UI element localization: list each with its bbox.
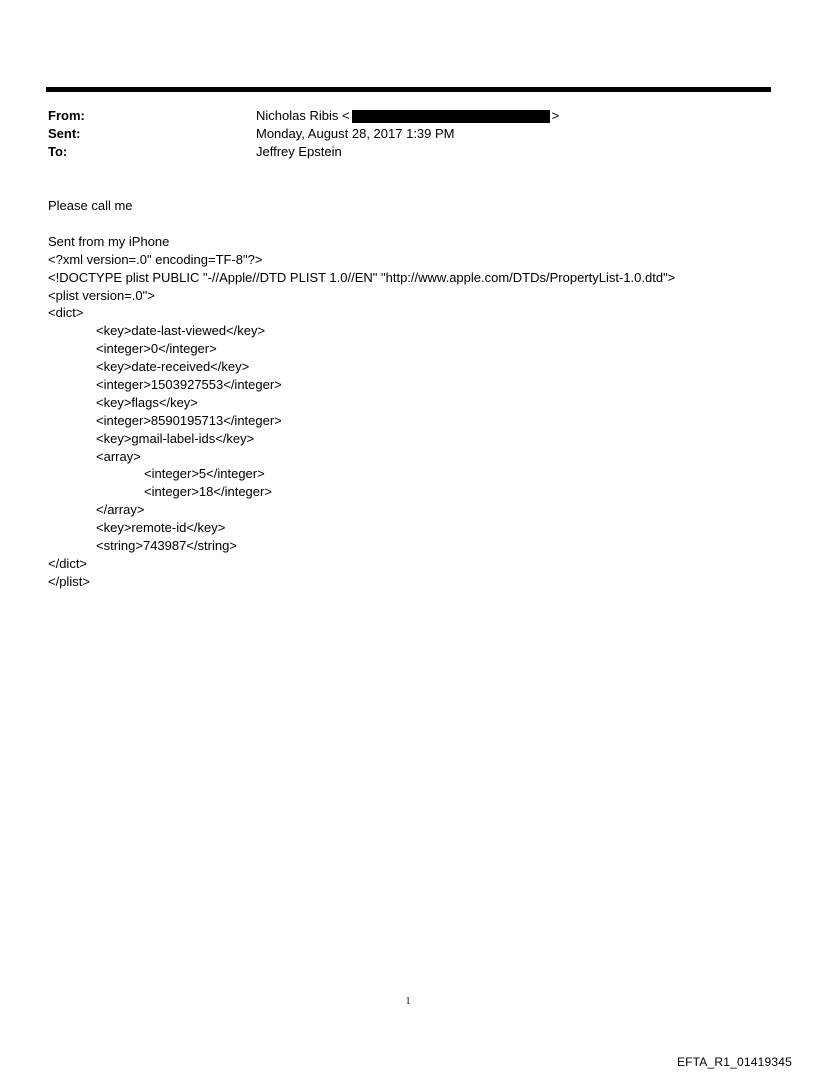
xml-line: </array> bbox=[96, 502, 145, 518]
to-row bbox=[48, 143, 748, 161]
page-number: 1 bbox=[405, 996, 411, 1007]
xml-line: <key>date-last-viewed</key> bbox=[96, 323, 266, 339]
email-header bbox=[48, 107, 748, 161]
from-row bbox=[48, 107, 748, 125]
xml-line: <array> bbox=[96, 448, 141, 464]
sent-row bbox=[48, 125, 748, 143]
from-label: From: bbox=[48, 108, 85, 123]
xml-line: <key>date-received</key> bbox=[96, 359, 250, 375]
sender-name: Nicholas Ribis < bbox=[256, 108, 350, 123]
xml-line: <key>remote-id</key> bbox=[96, 520, 226, 536]
xml-line: <integer>18</integer> bbox=[144, 484, 272, 500]
sent-value: Monday, August 28, 2017 1:39 PM bbox=[256, 126, 455, 141]
xml-line: <key>gmail-label-ids</key> bbox=[96, 430, 255, 446]
redaction-bar bbox=[352, 110, 550, 123]
xml-line: <plist version=.0"> bbox=[48, 287, 155, 303]
xml-line: </plist> bbox=[48, 573, 90, 589]
xml-line: <integer>8590195713</integer> bbox=[96, 412, 282, 428]
xml-line: <!DOCTYPE plist PUBLIC "-//Apple//DTD PLIST 1.0//EN" "http://www.apple.com/DTDs/PropertyList-1.0.dtd"> bbox=[48, 269, 676, 285]
xml-line: <key>flags</key> bbox=[96, 394, 198, 410]
xml-line: <integer>5</integer> bbox=[144, 466, 265, 482]
email-body bbox=[48, 197, 788, 591]
header-divider bbox=[46, 87, 771, 92]
xml-line: <string>743987</string> bbox=[96, 538, 237, 554]
paragraph-gap bbox=[48, 215, 788, 233]
sender-email-close: > bbox=[551, 108, 560, 123]
from-value bbox=[256, 107, 559, 125]
xml-line: </dict> bbox=[48, 555, 88, 571]
greeting-line: Please call me bbox=[48, 198, 133, 213]
to-value: Jeffrey Epstein bbox=[256, 144, 342, 159]
document-id: EFTA_R1_01419345 bbox=[676, 1055, 792, 1069]
sent-label: Sent: bbox=[48, 126, 81, 141]
xml-line: <integer>1503927553</integer> bbox=[96, 377, 282, 393]
xml-line: <integer>0</integer> bbox=[96, 341, 217, 357]
signature-line: Sent from my iPhone bbox=[48, 233, 170, 249]
xml-line: <?xml version=.0" encoding=TF-8"?> bbox=[48, 251, 263, 267]
to-label: To: bbox=[48, 144, 68, 159]
xml-line: <dict> bbox=[48, 305, 84, 321]
